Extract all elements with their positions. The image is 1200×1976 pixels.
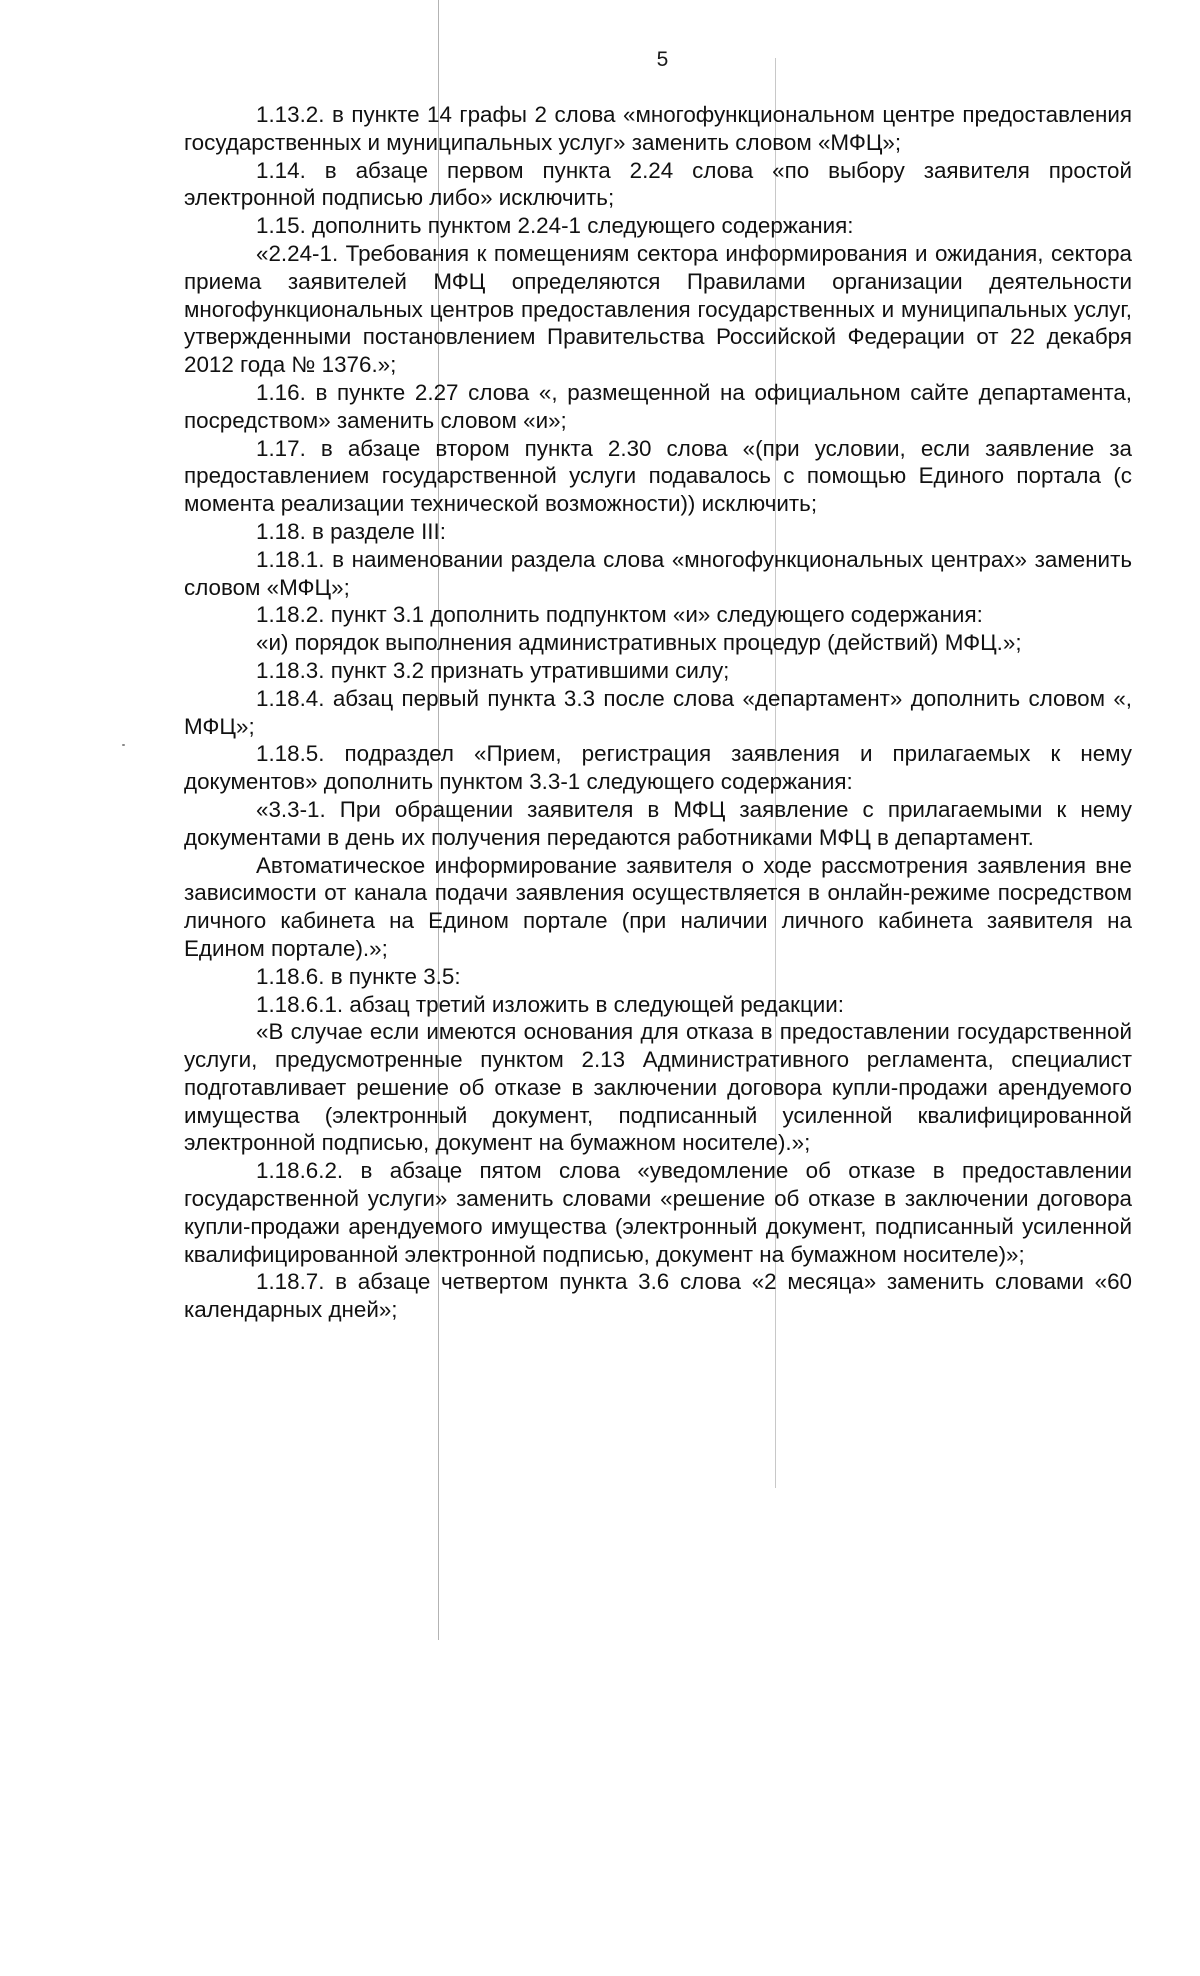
paragraph-1-15: 1.15. дополнить пунктом 2.24-1 следующего содержания:	[256, 213, 854, 239]
page-number: 5	[656, 48, 669, 71]
paragraph-1-16: 1.16. в пункте 2.27 слова «, размещенной на официальном сайте департамента, посредством» заменить словом «и»;	[184, 379, 1132, 433]
paragraph-1-18-1: 1.18.1. в наименовании раздела слова «многофункциональных центрах» заменить словом «МФЦ»;	[184, 546, 1132, 600]
document-body	[184, 101, 1132, 1324]
paragraph-1-18-6: 1.18.6. в пункте 3.5:	[256, 963, 461, 989]
paragraph-1-18-7: 1.18.7. в абзаце четвертом пункта 3.6 слова «2 месяца» заменить словами «60 календарных дней»;	[184, 1269, 1132, 1323]
scan-speck	[122, 744, 125, 746]
paragraph-auto-informing: Автоматическое информирование заявителя о ходе рассмотрения заявления вне зависимости от канала подачи заявления осуществляется в онлайн-режиме посредством личного кабинета на Едином портале (при наличии личного кабинета заявителя на Едином портале).»;	[184, 852, 1132, 961]
paragraph-1-18-6-2: 1.18.6.2. в абзаце пятом слова «уведомление об отказе в предоставлении государственной услуги» заменить словами «решение об отказе в заключении договора купли-продажи арендуемого имущества (электронный документ, подписанный усиленной квалифицированной электронной подписью, документ на бумажном носителе)»;	[184, 1158, 1132, 1267]
paragraph-2-24-1-quote: «2.24-1. Требования к помещениям сектора информирования и ожидания, сектора приема заявителей МФЦ определяются Правилами организации деятельности многофункциональных центров предоставления государственных и муниципальных услуг, утвержденными постановлением Правительства Российской Федерации от 22 декабря 2012 года № 1376.»;	[184, 240, 1132, 378]
paragraph-1-18: 1.18. в разделе III:	[256, 518, 446, 544]
paragraph-1-14: 1.14. в абзаце первом пункта 2.24 слова «по выбору заявителя простой электронной подписью либо» исключить;	[184, 157, 1132, 211]
paragraph-1-17: 1.17. в абзаце втором пункта 2.30 слова «(при условии, если заявление за предоставлением государственной услуги подавалось с помощью Единого портала (с момента реализации технической возможности)) исключить;	[184, 435, 1132, 517]
paragraph-1-18-5: 1.18.5. подраздел «Прием, регистрация заявления и прилагаемых к нему документов» дополнить пунктом 3.3-1 следующего содержания:	[184, 741, 1132, 795]
paragraph-1-18-3: 1.18.3. пункт 3.2 признать утратившими силу;	[256, 657, 730, 683]
paragraph-3-3-1-quote: «3.3-1. При обращении заявителя в МФЦ заявление с прилагаемыми к нему документами в день их получения передаются работниками МФЦ в департамент.	[184, 796, 1132, 850]
paragraph-1-18-6-1: 1.18.6.1. абзац третий изложить в следующей редакции:	[256, 991, 845, 1017]
paragraph-1-13-2: 1.13.2. в пункте 14 графы 2 слова «многофункциональном центре предоставления государственных и муниципальных услуг» заменить словом «МФЦ»;	[184, 102, 1132, 155]
paragraph-1-18-2: 1.18.2. пункт 3.1 дополнить подпунктом «и» следующего содержания:	[256, 602, 983, 628]
paragraph-subitem-i-quote: «и) порядок выполнения административных процедур (действий) МФЦ.»;	[256, 630, 1022, 656]
paragraph-refusal-quote: «В случае если имеются основания для отказа в предоставлении государственной услуги, предусмотренные пунктом 2.13 Административного регламента, специалист подготавливает решение об отказе в заключении договора купли-продажи арендуемого имущества (электронный документ, подписанный усиленной квалифицированной электронной подписью, документ на бумажном носителе).»;	[184, 1019, 1132, 1156]
paragraph-1-18-4: 1.18.4. абзац первый пункта 3.3 после слова «департамент» дополнить словом «, МФЦ»;	[184, 685, 1132, 739]
